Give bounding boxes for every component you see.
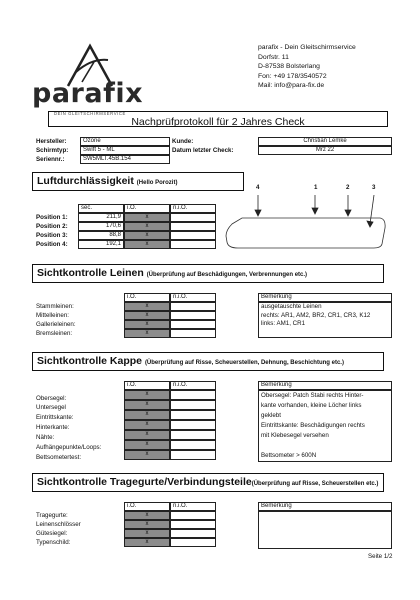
value-hersteller: Ozone (80, 137, 170, 146)
value-kunde: Christian Lemke (258, 137, 392, 146)
col-header-nio: n.i.O. (170, 502, 216, 511)
check-io: x (124, 538, 170, 547)
remarks-box (258, 390, 392, 462)
remark-line: rechts: AR1, AM2, BR2, CR1, CR3, K12 (261, 311, 371, 319)
page-number: Seite 1/2 (368, 553, 393, 560)
document-title-box (48, 111, 388, 127)
remark-line: geklebt (261, 412, 281, 419)
remark-line: Obersegel: Patch Stabi rechts Hinter- (261, 392, 364, 399)
section-subtitle: (Überprüfung auf Risse, Scheuerstellen, Dehnung, Beschichtung etc.) (144, 360, 344, 366)
label-datum: Datum letzter Check: (172, 147, 234, 154)
check-nio (170, 231, 216, 240)
col-header-bemerkung: Bemerkung (258, 381, 392, 390)
check-nio (170, 400, 216, 410)
remark-line: mit Klebesegel versehen (261, 432, 329, 439)
check-io: x (124, 222, 170, 231)
remark-line: Bettsometer > 600N (261, 452, 317, 459)
value-datum: Mrz 22 (258, 146, 392, 155)
col-header-bemerkung: Bemerkung (258, 502, 392, 511)
address-line: Fon: +49 178/3540572 (258, 72, 327, 80)
row-label: Tragegurte: (36, 512, 68, 519)
value-sec: 192,1 (78, 240, 124, 249)
row-label: Nähte: (36, 434, 55, 441)
col-header-sec: sec. (78, 204, 124, 213)
logo-tagline: DEIN GLEITSCHIRMSERVICE (54, 111, 126, 116)
check-nio (170, 450, 216, 460)
col-header-bemerkung: Bemerkung (258, 293, 392, 302)
check-nio (170, 302, 216, 311)
check-io: x (124, 520, 170, 529)
remark-line: Eintrittskante: Beschädigungen rechts (261, 422, 365, 429)
check-io: x (124, 311, 170, 320)
row-label: Bettsometertest: (36, 454, 82, 461)
section-title: Sichtkontrolle Kappe (37, 355, 143, 367)
value-sec: 88,8 (78, 231, 124, 240)
document-title: Nachprüfprotokoll für 2 Jahres Check (131, 116, 305, 128)
check-nio (170, 311, 216, 320)
check-nio (170, 213, 216, 222)
row-label: Leinenschlösser (36, 521, 81, 528)
remark-line: ausgetauschte Leinen (261, 303, 322, 310)
value-seriennr: SW5MLT.45B.154 (80, 155, 170, 164)
section-title: Sichtkontrolle Leinen (37, 267, 144, 279)
row-label: Position 4: (36, 241, 68, 248)
check-nio (170, 420, 216, 430)
row-label: Eintrittskante: (36, 414, 74, 421)
col-header-io: i.O. (124, 381, 170, 390)
check-io: x (124, 430, 170, 440)
position-marker-label: 3 (372, 184, 376, 191)
position-marker-label: 4 (256, 184, 260, 191)
value-schirmtyp: Swift 5 - ML (80, 146, 170, 155)
wing-outline-icon (222, 178, 394, 258)
logo (30, 38, 143, 116)
check-nio (170, 440, 216, 450)
address-block (258, 43, 356, 91)
check-nio (170, 320, 216, 329)
row-label: Untersegel (36, 404, 66, 411)
row-label: Gütesiegel: (36, 530, 68, 537)
row-label: Aufhängepunkte/Loops: (36, 444, 102, 451)
col-header-io: i.O. (124, 204, 170, 213)
row-label: Stammleinen: (36, 303, 74, 310)
wing-diagram (222, 178, 394, 258)
address-line: parafix - Dein Gleitschirmservice (258, 44, 356, 51)
check-nio (170, 410, 216, 420)
row-label: Obersegel: (36, 395, 67, 402)
section-header-leinen (32, 264, 384, 283)
remarks-box (258, 302, 392, 338)
check-io: x (124, 240, 170, 249)
row-label: Mittelleinen: (36, 312, 70, 319)
col-header-nio: n.i.O. (170, 204, 216, 213)
label-kunde: Kunde: (172, 138, 194, 145)
row-label: Bremsleinen: (36, 330, 73, 337)
row-label: Gallerieleinen: (36, 321, 76, 328)
label-schirmtyp: Schirmtyp: (36, 147, 69, 154)
check-nio (170, 520, 216, 529)
check-io: x (124, 450, 170, 460)
remark-line (261, 441, 389, 451)
address-line: Mail: info@para-fix.de (258, 82, 325, 89)
check-io: x (124, 320, 170, 329)
section-subtitle: (Überprüfung auf Risse, Scheuerstellen etc.) (251, 481, 379, 487)
remark-line: links: AM1, CR1 (261, 320, 306, 327)
check-io: x (124, 213, 170, 222)
col-header-io: i.O. (124, 502, 170, 511)
check-nio (170, 329, 216, 338)
check-nio (170, 240, 216, 249)
label-hersteller: Hersteller: (36, 138, 67, 145)
remarks-box (258, 511, 392, 549)
check-io: x (124, 410, 170, 420)
check-nio (170, 511, 216, 520)
section-title: Luftdurchlässigkeit (37, 175, 134, 187)
col-header-nio: n.i.O. (170, 381, 216, 390)
row-label: Typenschild: (36, 539, 71, 546)
check-nio (170, 222, 216, 231)
value-sec: 170,6 (78, 222, 124, 231)
row-label: Position 2: (36, 223, 68, 230)
row-label: Position 1: (36, 214, 68, 221)
section-title: Sichtkontrolle Tragegurte/Verbindungsteile (37, 476, 252, 488)
check-nio (170, 430, 216, 440)
check-io: x (124, 400, 170, 410)
section-subtitle: (Überprüfung auf Beschädigungen, Verbrennungen etc.) (146, 272, 308, 278)
section-subtitle: (Hello Porozit) (136, 180, 178, 186)
address-line: D-87538 Bolsterlang (258, 63, 320, 70)
position-marker-label: 1 (314, 184, 318, 191)
check-io: x (124, 302, 170, 311)
value-sec: 211,9 (78, 213, 124, 222)
section-header-tragegurte (32, 473, 384, 492)
label-seriennr: Seriennr.: (36, 156, 65, 163)
remark-line: kante vorhanden, kleine Löcher links (261, 402, 362, 409)
check-io: x (124, 231, 170, 240)
col-header-nio: n.i.O. (170, 293, 216, 302)
check-io: x (124, 440, 170, 450)
row-label: Position 3: (36, 232, 68, 239)
check-nio (170, 538, 216, 547)
check-nio (170, 390, 216, 400)
col-header-io: i.O. (124, 293, 170, 302)
row-label: Hinterkante: (36, 424, 70, 431)
check-io: x (124, 329, 170, 338)
section-header-kappe (32, 352, 384, 371)
check-io: x (124, 511, 170, 520)
check-nio (170, 529, 216, 538)
logo-brand: parafix (32, 78, 143, 109)
check-io: x (124, 390, 170, 400)
address-line: Dorfstr. 11 (258, 53, 289, 61)
section-header-porosity (32, 172, 244, 191)
check-io: x (124, 529, 170, 538)
position-marker-label: 2 (346, 184, 350, 191)
check-io: x (124, 420, 170, 430)
